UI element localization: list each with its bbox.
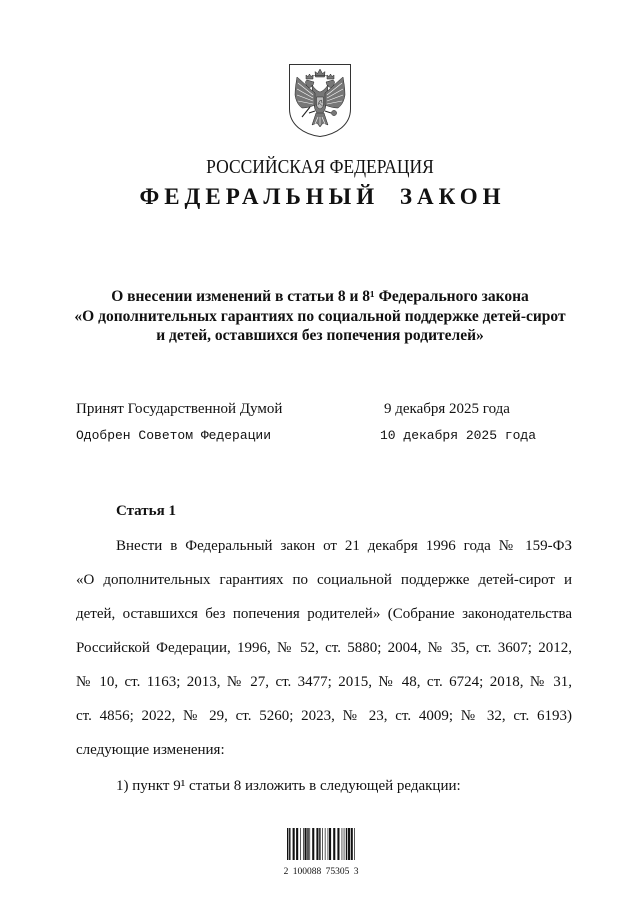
st-george-shield — [317, 97, 324, 109]
coat-of-arms-icon — [288, 63, 352, 138]
article-text-line: Внести в Федеральный закон от 21 декабря 1996 года № 159-ФЗ — [116, 538, 572, 554]
barcode-bar — [305, 828, 307, 860]
barcode-bar — [346, 828, 347, 860]
barcode-bar — [300, 828, 301, 860]
orb — [331, 110, 336, 115]
amendment-item-1: 1) пункт 9¹ статьи 8 изложить в следующей редакции: — [116, 778, 461, 794]
barcode-bar — [293, 828, 295, 860]
country-name: РОССИЙСКАЯ ФЕДЕРАЦИЯ — [206, 156, 434, 178]
article-text-line: следующие изменения: — [76, 742, 225, 758]
barcode-bar — [342, 828, 343, 860]
barcode-number: 2 100088 75305 3 — [283, 867, 359, 877]
article-text-line: «О дополнительных гарантиях по социальной поддержке детей-сирот и — [76, 572, 572, 588]
law-title-line: и детей, оставшихся без попечения родителей» — [156, 327, 484, 345]
adopted-duma-date: 9 декабря 2025 года — [384, 401, 510, 417]
article-text-line: ст. 4856; 2022, № 29, ст. 5260; 2023, № 23, ст. 4009; № 32, ст. 6193) — [76, 708, 572, 724]
barcode-bar — [309, 828, 310, 860]
barcode-bar — [348, 828, 350, 860]
barcode-bar — [322, 828, 323, 860]
barcode-bar — [296, 828, 298, 860]
barcode-bar — [303, 828, 304, 860]
barcode-bar — [351, 828, 353, 860]
barcode-bar — [307, 828, 308, 860]
barcode-bar — [337, 828, 339, 860]
barcode-bar — [329, 828, 331, 860]
article-text-line: детей, оставшихся без попечения родителей» (Собрание законодательства — [76, 606, 572, 622]
barcode-bar — [325, 828, 326, 860]
approved-federation-council-label: Одобрен Советом Федерации — [76, 428, 272, 443]
article-heading: Статья 1 — [116, 503, 176, 519]
barcode-bar — [354, 828, 355, 860]
barcode-bar — [289, 828, 290, 860]
article-text-line: Российской Федерации, 1996, № 52, ст. 5880; 2004, № 35, ст. 3607; 2012, — [76, 640, 572, 656]
barcode-bar — [316, 828, 318, 860]
barcode-bar — [312, 828, 314, 860]
article-text-line: № 10, ст. 1163; 2013, № 27, ст. 3477; 2015, № 48, ст. 6724; 2018, № 31, — [76, 674, 572, 690]
barcode — [287, 828, 355, 860]
law-title-line: О внесении изменений в статьи 8 и 8¹ Федерального закона — [111, 288, 529, 305]
law-title-line: «О дополнительных гарантиях по социальной поддержке детей-сирот — [74, 307, 566, 325]
barcode-bar — [344, 828, 345, 860]
barcode-bar — [328, 828, 329, 860]
barcode-bar — [333, 828, 335, 860]
adopted-duma-label: Принят Государственной Думой — [76, 401, 283, 417]
law-title — [0, 287, 640, 346]
document-type: ФЕДЕРАЛЬНЫЙ ЗАКОН — [139, 184, 506, 209]
approved-federation-council-date: 10 декабря 2025 года — [380, 428, 537, 443]
barcode-bar — [287, 828, 288, 860]
barcode-bar — [319, 828, 320, 860]
